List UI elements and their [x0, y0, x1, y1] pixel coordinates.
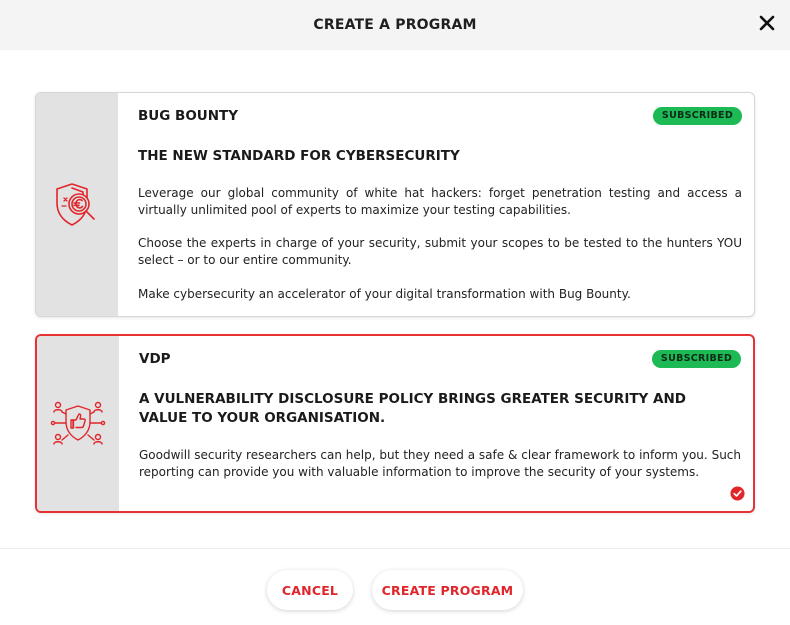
program-headline: A VULNERABILITY DISCLOSURE POLICY BRINGS GREATER SECURITY AND VALUE TO YOUR ORGANISATION.: [139, 391, 686, 426]
program-card-bug-bounty[interactable]: [35, 92, 755, 317]
modal-header: [0, 0, 790, 50]
card-icon-panel: [36, 93, 118, 316]
program-description-1: Goodwill security researchers can help, but they need a safe & clear framework to inform you. Such reporting can provide you with valuable information to improve the security of your systems.: [139, 448, 741, 479]
program-name: BUG BOUNTY: [138, 108, 239, 124]
shield-thumbs-up-network-icon: [49, 395, 107, 453]
card-content: [138, 93, 742, 316]
modal-title: CREATE A PROGRAM: [313, 17, 477, 33]
program-headline: THE NEW STANDARD FOR CYBERSECURITY: [138, 148, 460, 164]
cancel-button[interactable]: CANCEL: [267, 570, 353, 610]
card-content: [139, 336, 741, 511]
subscribed-badge: SUBSCRIBED: [652, 350, 741, 368]
shield-euro-search-icon: [50, 178, 104, 232]
close-icon: [759, 15, 775, 31]
program-card-vdp[interactable]: [35, 334, 755, 513]
create-program-button[interactable]: CREATE PROGRAM: [372, 570, 523, 610]
checkmark-icon: [730, 486, 745, 501]
footer-divider: [0, 548, 790, 549]
program-description-3: Make cybersecurity an accelerator of your digital transformation with Bug Bounty.: [138, 287, 631, 301]
close-button[interactable]: [756, 12, 778, 34]
program-name: VDP: [139, 351, 171, 367]
card-icon-panel: [37, 336, 119, 511]
subscribed-badge: SUBSCRIBED: [653, 107, 742, 125]
program-description-1: Leverage our global community of white hat hackers: forget penetration testing and access a virtually unlimited pool of experts to maximize your testing capabilities.: [138, 186, 742, 217]
program-description-2: Choose the experts in charge of your security, submit your scopes to be tested to the hunters YOU select – or to our entire community.: [138, 236, 742, 267]
